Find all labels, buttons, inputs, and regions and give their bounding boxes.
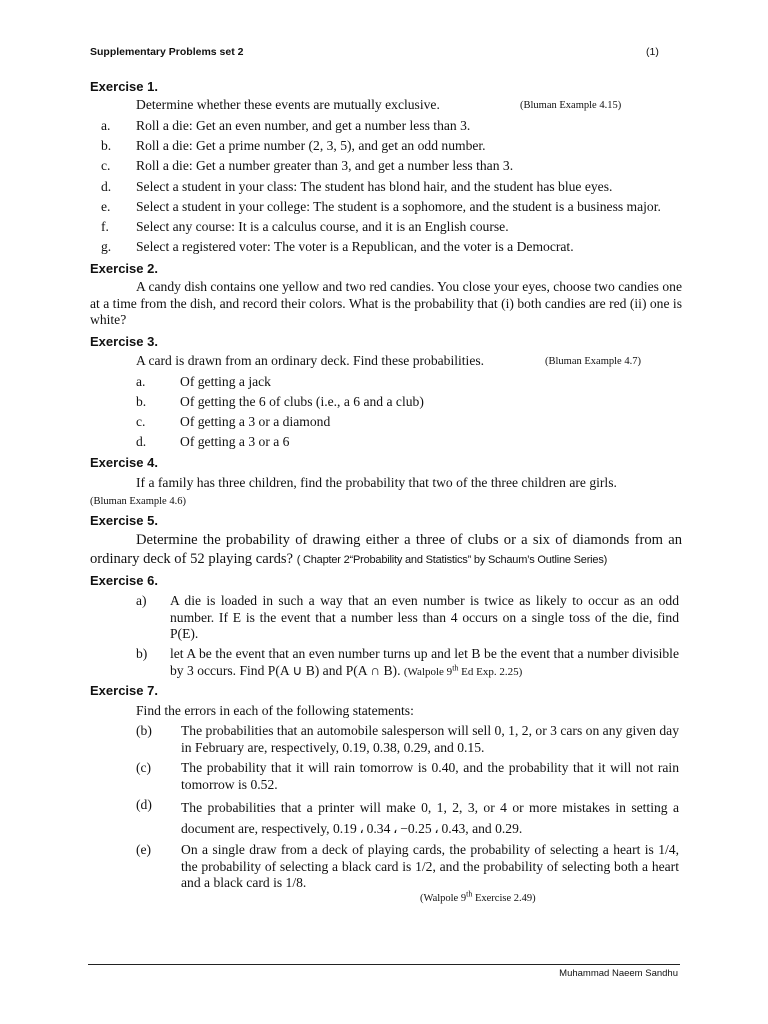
source-text: (Walpole 9	[420, 893, 467, 904]
exercise-3-item-label: a.	[136, 374, 146, 389]
exercise-3-item-label: d.	[136, 434, 147, 449]
exercise-1-intro: Determine whether these events are mutually exclusive.	[136, 97, 440, 112]
exercise-1-source: (Bluman Example 4.15)	[520, 100, 622, 111]
exercise-1-item-label: e.	[101, 199, 111, 214]
exercise-4-heading: Exercise 4.	[90, 455, 158, 470]
exercise-7-item-text: The probability that it will rain tomorrow is 0.40, and the probability that it will not rain tomorrow is 0.52.	[181, 760, 679, 792]
exercise-2-text: A candy dish contains one yellow and two red candies. You close your eyes, choose two candies one at a time from the dish, and record their colors. What is the probability that (i) both candies are red (ii) one is white?	[90, 279, 682, 327]
source-superscript: th	[452, 662, 459, 672]
exercise-1-item-text: Roll a die: Get a number greater than 3, and get a number less than 3.	[136, 158, 514, 173]
footer-divider	[88, 964, 680, 965]
exercise-1-item-label: f.	[101, 219, 109, 234]
exercise-3-item-label: b.	[136, 394, 147, 409]
exercise-7-item-label: (d)	[136, 797, 152, 812]
exercise-1-heading: Exercise 1.	[90, 79, 158, 94]
exercise-1-item-label: a.	[101, 118, 111, 133]
exercise-7-intro: Find the errors in each of the following statements:	[136, 703, 414, 718]
exercise-3-source: (Bluman Example 4.7)	[545, 356, 641, 367]
exercise-7-item-text: The probabilities that a printer will make 0, 1, 2, 3, or 4 or more mistakes in setting a document are, respectively, 0.19 ، 0.34 ، −0.25 ، 0.43, and 0.29.	[181, 800, 679, 836]
exercise-3-intro: A card is drawn from an ordinary deck. Find these probabilities.	[136, 353, 485, 368]
exercise-4-source: (Bluman Example 4.6)	[90, 496, 186, 507]
exercise-6-b-source	[403, 662, 523, 678]
exercise-6-heading: Exercise 6.	[90, 573, 158, 588]
exercise-6-b-label: b)	[136, 646, 148, 661]
source-superscript: th	[466, 889, 473, 899]
footer-author: Muhammad Naeem Sandhu	[559, 968, 678, 979]
exercise-1-item-label: c.	[101, 158, 111, 173]
exercise-3-heading: Exercise 3.	[90, 334, 158, 349]
exercise-3-item-text: Of getting the 6 of clubs (i.e., a 6 and a club)	[180, 394, 424, 409]
exercise-6-b	[170, 646, 679, 680]
exercise-3-item-text: Of getting a jack	[180, 374, 271, 389]
exercise-1-item-text: Select a registered voter: The voter is a Republican, and the voter is a Democrat.	[136, 239, 574, 254]
source-text: (Walpole 9	[403, 665, 453, 678]
source-text: Exercise 2.49)	[472, 893, 536, 904]
exercise-1-item-text: Select any course: It is a calculus course, and it is an English course.	[136, 219, 509, 234]
source-text: Ed Exp. 2.25)	[458, 665, 523, 678]
exercise-2-heading: Exercise 2.	[90, 261, 158, 276]
page-number: (1)	[646, 46, 659, 58]
document-title: Supplementary Problems set 2	[90, 46, 244, 58]
exercise-4-text: If a family has three children, find the probability that two of the three children are girls.	[136, 475, 617, 490]
exercise-7-item-text: The probabilities that an automobile salesperson will sell 0, 1, 2, or 3 cars on any given day in February are, respectively, 0.19, 0.38, 0.29, and 0.15.	[181, 723, 679, 755]
exercise-1-item-text: Roll a die: Get an even number, and get a number less than 3.	[136, 118, 471, 133]
exercise-6-b-text: let A be the event that an even number turns up and let B be the event that a number divisible by 3 occurs. Find P(A ∪ B) and P(A ∩ B).	[170, 646, 679, 678]
exercise-6-a-text: A die is loaded in such a way that an even number is twice as likely to occur as an odd number. If E is the event that a number less than 4 occurs on a single toss of the die, find P(E).	[170, 593, 679, 641]
exercise-7-item-label: (c)	[136, 760, 152, 775]
exercise-5-source: ( Chapter 2“Probability and Statistics” by Schaum’s Outline Series)	[296, 554, 608, 566]
exercise-5-heading: Exercise 5.	[90, 513, 158, 528]
exercise-7-item-label: (b)	[136, 723, 152, 738]
exercise-1-item-text: Roll a die: Get a prime number (2, 3, 5), and get an odd number.	[136, 138, 486, 153]
exercise-5-line-2	[90, 551, 607, 568]
exercise-5-question: ordinary deck of 52 playing cards?	[90, 551, 294, 567]
exercise-1-item-text: Select a student in your class: The student has blond hair, and the student has blue eyes.	[136, 179, 613, 194]
exercise-6-a-label: a)	[136, 593, 147, 608]
exercise-3-item-text: Of getting a 3 or a diamond	[180, 414, 331, 429]
exercise-5-line-1: Determine the probability of drawing either a three of clubs or a six of diamonds from an	[136, 532, 682, 548]
exercise-1-item-label: g.	[101, 239, 112, 254]
exercise-3-item-text: Of getting a 3 or a 6	[180, 434, 290, 449]
exercise-7-item-label: (e)	[136, 842, 152, 857]
exercise-1-item-label: b.	[101, 138, 112, 153]
exercise-1-item-text: Select a student in your college: The student is a sophomore, and the student is a business major.	[136, 199, 661, 214]
exercise-7-item-text: On a single draw from a deck of playing cards, the probability of selecting a heart is 1/4, the probability of selecting a black card is 1/2, and the probability of selecting both a heart and a black card is 1/8.	[181, 842, 679, 890]
exercise-7-heading: Exercise 7.	[90, 683, 158, 698]
exercise-7-source	[420, 889, 536, 904]
exercise-3-item-label: c.	[136, 414, 146, 429]
exercise-1-item-label: d.	[101, 179, 112, 194]
